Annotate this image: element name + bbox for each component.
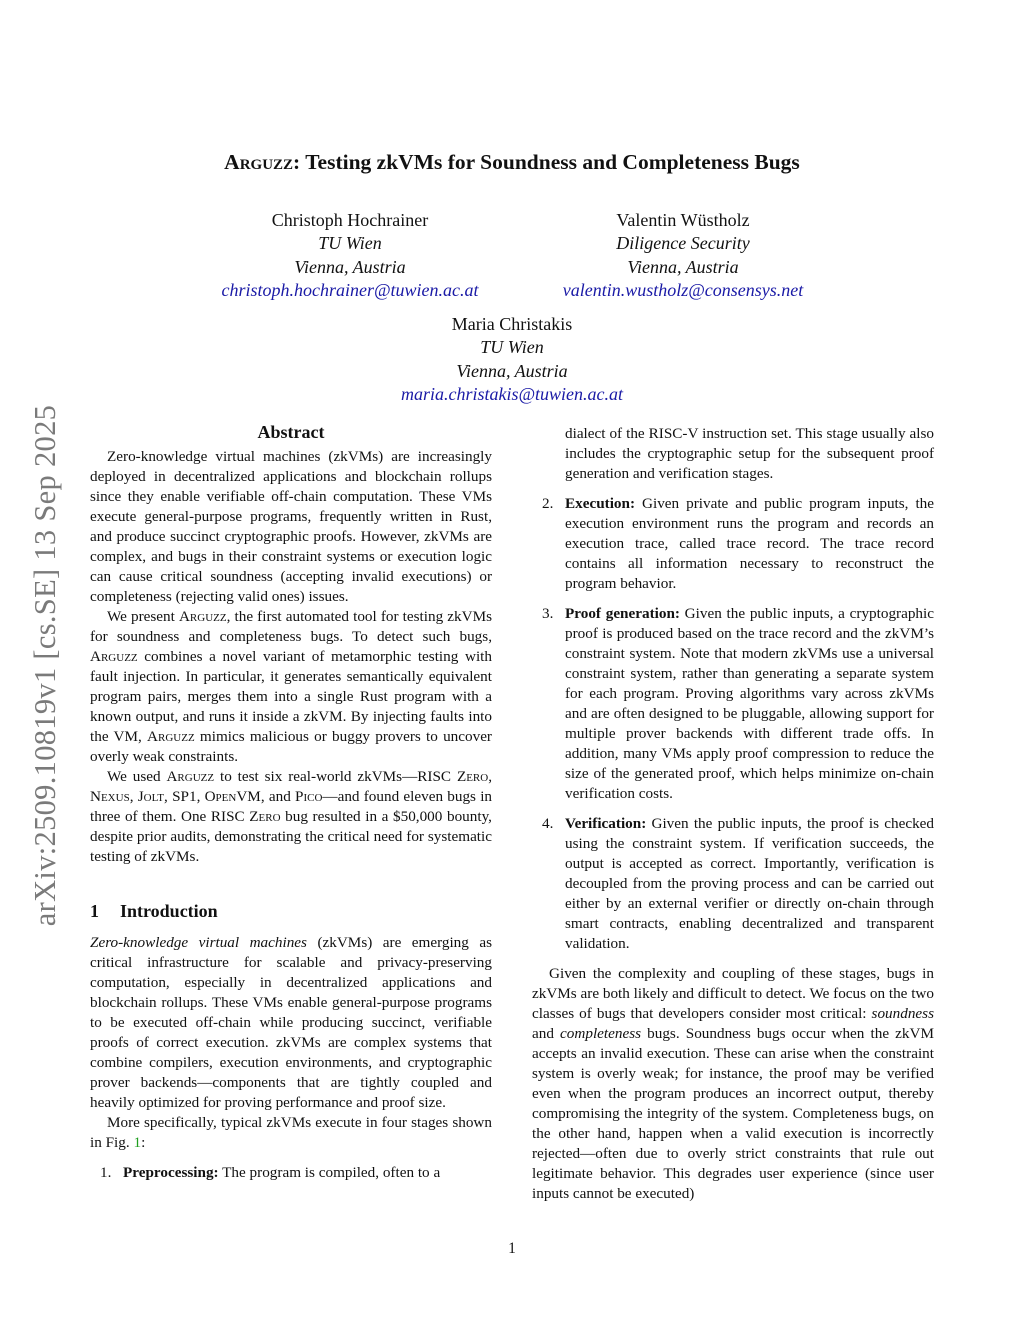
zkvm-name: OpenVM: [204, 788, 261, 805]
author-email-link[interactable]: christoph.hochrainer@tuwien.ac.at: [221, 280, 479, 301]
author-affiliation: TU Wien: [318, 233, 382, 254]
author-block: [190, 209, 510, 303]
left-column: [90, 419, 492, 1193]
page-number: 1: [508, 1240, 516, 1257]
section-heading: [90, 899, 492, 923]
author-email-link[interactable]: valentin.wustholz@consensys.net: [562, 280, 804, 301]
list-item-continuation: dialect of the RISC-V instruction set. This stage usually also includes the cryptographic setup for the subsequent proof generation and verification stages.: [565, 425, 934, 482]
tool-name: Arguzz: [90, 648, 138, 665]
list-item: 4. Verification: Given the public inputs, the proof is checked using the constraint system. If verification succeeds, the output is accepted as correct. Importantly, verification is decoupled from the proving process and can be carried out either by an external verifier or directly on-chain through smart contracts, enabling decentralized and transparent validation.: [542, 815, 934, 952]
body-paragraph: Given the complexity and coupling of these stages, bugs in zkVMs are both likely and difficult to detect. We focus on the two classes of bugs that developers consider most critical: soundness and completeness bugs. Soundness bugs occur when the zkVM accepts an invalid execution. These can arise when the constraint system is overly weak; for instance, the proof may be verified even when the program produces an incorrect output, thereby compromising the integrity of the system. Completeness bugs, on the other hand, happen when a valid execution is incorrectly rejected—often due to overly strict constraints that rule out legitimate behavior. This degrades user experience (since user inputs cannot be executed): [532, 965, 934, 1202]
tool-name: Arguzz: [147, 728, 195, 745]
author-block: [523, 209, 843, 303]
figure-ref-link[interactable]: 1: [133, 1134, 142, 1151]
author-block: [352, 313, 672, 407]
stage-list: [90, 1163, 492, 1183]
author-location: Vienna, Austria: [456, 360, 568, 381]
section-title: Introduction: [120, 901, 218, 921]
abstract-paragraph: We present Arguzz, the first automated tool for testing zkVMs for soundness and completeness bugs. To detect such bugs, Arguzz combines a novel variant of metamorphic testing with fault injection. In particular, it generates semantically equivalent program pairs, merges them into a single Rust program with a known output, and runs it inside a zkVM. By injecting faults into the VM, Arguzz mimics malicious or buggy provers to uncover overly weak constraints.: [90, 608, 493, 765]
list-item: 3. Proof generation: Given the public inputs, a cryptographic proof is produced based on the trace record and the zkVM’s constraint system. Note that modern zkVMs use a universal constraint system, rather than generating a separate system for each program. Proving algorithms vary across zkVMs and are often designed to be pluggable, allowing support for multiple prover backends with different trade offs. In addition, many VMs apply proof compression to reduce the size of the generated proof, which helps minimize on-chain verification costs.: [542, 605, 934, 802]
section-number: 1: [90, 901, 99, 921]
list-item: 2. Execution: Given private and public program inputs, the execution environment runs the program and records an execution trace, called trace record. The trace record contains all information necessary to reconstruct the program behavior.: [542, 495, 934, 592]
zkvm-name: Nexus: [90, 788, 130, 805]
right-column: [532, 424, 934, 1204]
abstract-paragraph: Zero-knowledge virtual machines (zkVMs) are increasingly deployed in decentralized applications and blockchain rollups since they enable verifiable off-chain computation. These VMs execute general-purpose programs, frequently written in Rust, and produce succinct cryptographic proofs. However, zkVMs are complex, and bugs in their constraint systems or execution logic can cause critical soundness (accepting invalid executions) or completeness (rejecting valid ones) issues.: [90, 448, 492, 605]
author-affiliation: Diligence Security: [616, 233, 750, 254]
tool-name: Arguzz: [224, 150, 294, 174]
arxiv-id-text: arXiv:2509.10819v1 [cs.SE] 13 Sep 2025: [28, 404, 63, 926]
author-location: Vienna, Austria: [294, 256, 406, 277]
title-rest: : Testing zkVMs for Soundness and Completeness Bugs: [293, 150, 800, 174]
abstract-paragraph: We used Arguzz to test six real-world zkVMs—RISC Zero, Nexus, Jolt, SP1, OpenVM, and Pico—and found eleven bugs in three of them. One RISC Zero bug resulted in a $50,000 bounty, despite prior audits, demonstrating the critical need for systematic testing of zkVMs.: [90, 768, 493, 865]
list-item: 1. Preprocessing: The program is compiled, often to a: [100, 1164, 441, 1181]
tool-name: Arguzz: [178, 608, 227, 625]
stage-list: [532, 494, 934, 954]
zkvm-name: RISC Zero: [210, 808, 281, 825]
zkvm-name: Jolt: [137, 788, 165, 805]
paper-title: [0, 145, 1024, 179]
author-affiliation: TU Wien: [480, 337, 544, 358]
author-name: Valentin Wüstholz: [616, 210, 750, 230]
zkvm-name: Pico: [295, 788, 323, 805]
abstract-heading: Abstract: [257, 422, 325, 442]
intro-paragraph: Zero-knowledge virtual machines (zkVMs) are emerging as critical infrastructure for scalable and privacy-preserving computation, especially in decentralized applications and blockchain rollups. These VMs enable general-purpose programs to be executed off-chain while producing succinct, verifiable proofs of correct execution. zkVMs are complex systems that combine compilers, execution environments, and cryptographic prover backends—components that are tightly coupled and heavily optimized for proving performance and proof size.: [90, 934, 492, 1111]
author-name: Maria Christakis: [451, 314, 573, 334]
author-email-link[interactable]: maria.christakis@tuwien.ac.at: [400, 384, 624, 405]
arxiv-side-identifier: [16, 375, 76, 955]
intro-paragraph: More specifically, typical zkVMs execute in four stages shown in Fig. 1:: [90, 1114, 492, 1151]
zkvm-name: SP1: [172, 788, 197, 805]
author-location: Vienna, Austria: [627, 256, 739, 277]
zkvm-name: RISC Zero: [417, 768, 489, 785]
author-name: Christoph Hochrainer: [271, 210, 429, 230]
tool-name: Arguzz: [166, 768, 215, 785]
